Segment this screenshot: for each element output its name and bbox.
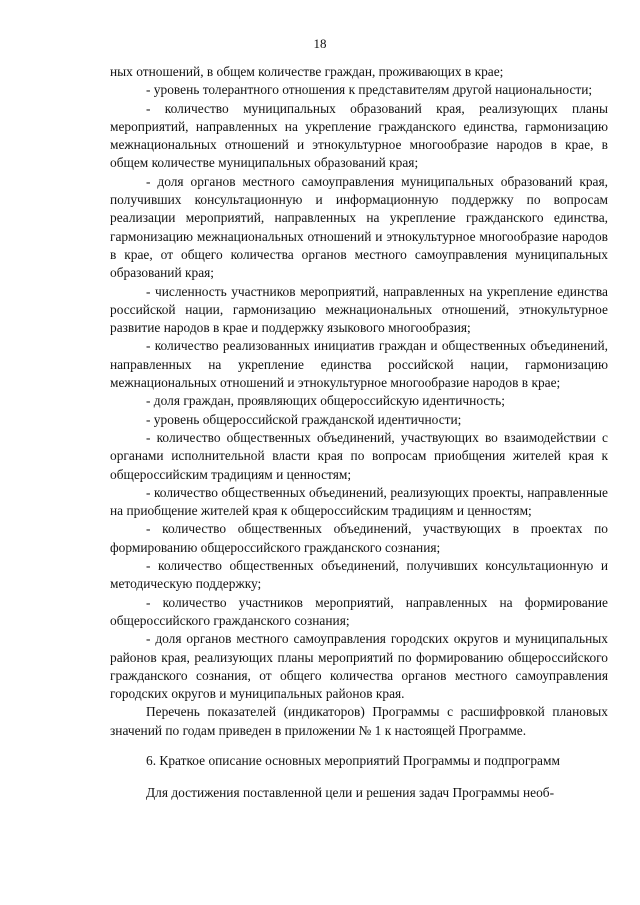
paragraph-indicators-list: Перечень показателей (индикаторов) Программы с расшифровкой плановых значений по годам приведен в приложении № 1 к настоящей Программе.	[110, 704, 608, 738]
indicator-associations-consciousness-projects: - количество общественных объединений, участвующих в проектах по формированию общероссийского гражданского сознания;	[110, 521, 608, 555]
page-number: 18	[313, 36, 327, 51]
indicator-public-associations-interaction: - количество общественных объединений, участвующих во взаимодействии с органами исполнительной власти края по вопросам приобщения жителей края к общероссийским традициям и ценностям;	[110, 429, 608, 482]
indicator-local-government-plans: - доля органов местного самоуправления городских округов и муниципальных районов края, реализующих планы мероприятий по формированию общероссийского гражданского сознания, от общего количества органов местного самоуправления городских округов и муниципальных районов края.	[110, 631, 608, 702]
indicator-tolerance-level: - уровень толерантного отношения к представителям другой национальности;	[146, 82, 593, 98]
indicator-event-participants: - численность участников мероприятий, направленных на укрепление единства российской нации, гармонизацию межнациональных отношений, этнокультурное развитие народов в крае и поддержку языкового многообразия;	[110, 283, 608, 336]
indicator-citizen-initiatives: - количество реализованных инициатив граждан и общественных объединений, направленных на укрепление единства российской нации, гармонизацию межнациональных отношений и этнокультурное многообразие народов в крае;	[110, 338, 608, 391]
indicator-identity-share: - доля граждан, проявляющих общероссийскую идентичность;	[146, 393, 505, 409]
indicator-local-government-support: - доля органов местного самоуправления муниципальных образований края, получивших консультационную и информационную поддержку по вопросам реализации мероприятий, направленных на укрепление гражданского единства, гармонизацию межнациональных отношений и этнокультурное многообразие народов в крае, от общего количества органов местного самоуправления муниципальных образований края;	[110, 173, 608, 281]
indicator-identity-level: - уровень общероссийской гражданской идентичности;	[146, 411, 462, 427]
indicator-municipalities-plans: - количество муниципальных образований края, реализующих планы мероприятий, направленных на укрепление гражданского единства, гармонизацию межнациональных отношений и этнокультурное многообразие народов в крае, в общем количестве муниципальных образований края;	[110, 100, 608, 171]
indicator-public-associations-projects: - количество общественных объединений, реализующих проекты, направленные на приобщение жителей края к общероссийским традициям и ценностям;	[110, 484, 608, 519]
indicator-associations-support: - количество общественных объединений, получивших консультационную и методическую поддержку;	[110, 558, 608, 592]
document-body	[110, 63, 608, 803]
paragraph-section-start: Для достижения поставленной цели и решения задач Программы необ-	[146, 785, 555, 801]
paragraph-continuation: ных отношений, в общем количестве граждан, проживающих в крае;	[110, 64, 504, 79]
indicator-consciousness-participants: - количество участников мероприятий, направленных на формирование общероссийского гражданского сознания;	[110, 594, 608, 628]
section-heading: 6. Краткое описание основных мероприятий Программы и подпрограмм	[146, 752, 560, 768]
